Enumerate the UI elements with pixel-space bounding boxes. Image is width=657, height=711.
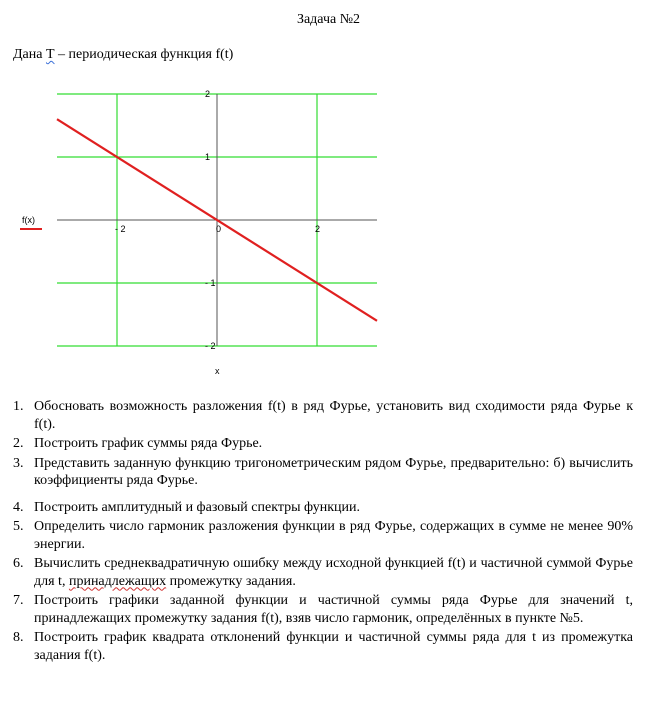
task-item-6: [13, 555, 633, 590]
task-item-7: [13, 592, 633, 627]
task-text: Построить график квадрата отклонений функции и частичной суммы ряда для t из промежутка задания f(t).: [34, 630, 633, 663]
task-number: 8.: [13, 630, 24, 645]
task-item-8: [13, 629, 633, 664]
task-list: [13, 398, 633, 666]
task-title: Задача №2: [296, 12, 361, 27]
y-axis-label: f(x): [22, 215, 35, 225]
task-text-marked-word: принадлежащих: [68, 573, 167, 589]
given-suffix: – периодическая функция f(t): [54, 47, 234, 62]
task-item-2: [13, 435, 633, 453]
task-number: 5.: [13, 519, 24, 534]
task-text: Определить число гармоник разложения функции в ряд Фурье, содержащих в сумме не менее 90% энергии.: [34, 519, 633, 552]
y-tick-label: 2: [205, 89, 211, 99]
task-item-1: [13, 398, 633, 433]
given-statement: [13, 47, 233, 63]
task-text: Построить амплитудный и фазовый спектры функции.: [34, 499, 361, 515]
task-item-3: [13, 455, 633, 490]
task-text: Построить график суммы ряда Фурье.: [34, 436, 263, 451]
x-tick-label: - 2: [115, 224, 126, 234]
given-prefix: Дана: [13, 47, 46, 62]
task-text-c: промежутку задания.: [166, 573, 296, 589]
task-number: 3.: [13, 455, 24, 471]
task-text-a: Вычислить среднеквадратичную ошибку между исходной функцией f(t) и частичной суммой Фурье для t,: [34, 556, 633, 589]
task-number: 6.: [13, 556, 24, 571]
task-item-4: [13, 499, 633, 517]
task-number: 1.: [13, 399, 24, 414]
function-chart-svg: [0, 80, 400, 380]
task-text: Построить графики заданной функции и частичной суммы ряда Фурье для значений t, принадлежащих промежутку задания f(t), взяв число гармоник, определённых в пункте №5.: [34, 593, 633, 626]
task-number: 4.: [13, 499, 24, 515]
y-tick-label: 1: [205, 152, 211, 162]
task-number: 2.: [13, 436, 24, 451]
task-text: Обосновать возможность разложения f(t) в ряд Фурье, установить вид сходимости ряда Фурье к f(t).: [34, 399, 633, 432]
task-item-5: [13, 518, 633, 553]
y-tick-label: - 2: [205, 341, 216, 351]
function-chart: [0, 80, 400, 380]
x-tick-label: 2: [315, 224, 321, 234]
y-tick-label: - 1: [205, 278, 216, 288]
task-text: Представить заданную функцию тригонометрическим рядом Фурье, предварительно: б) вычислить коэффициенты ряда Фурье.: [34, 455, 633, 488]
given-period-variable: Т: [45, 47, 55, 62]
x-tick-label: 0: [216, 224, 222, 234]
x-axis-label: x: [215, 366, 220, 376]
task-number: 7.: [13, 593, 24, 608]
